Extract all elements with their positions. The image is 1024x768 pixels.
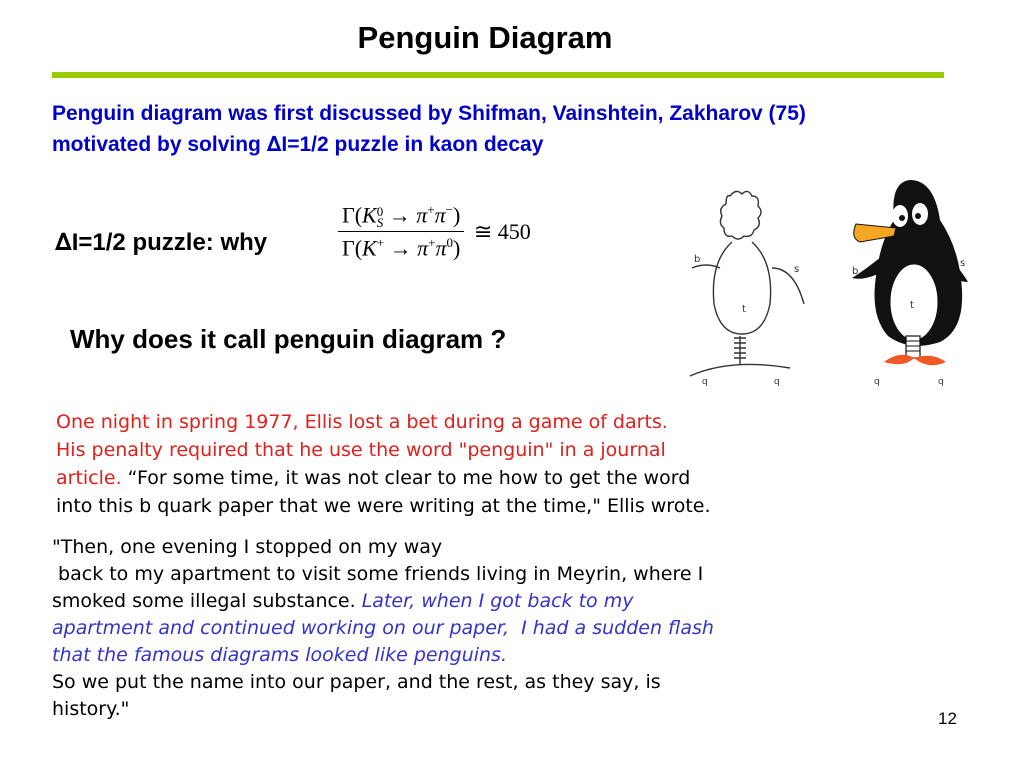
subscript: S [376, 215, 384, 231]
delta-symbol: ∆ [55, 228, 72, 256]
quote2-line-3 [52, 588, 872, 615]
quote1-line-3 [56, 464, 876, 492]
quote2-line-2: back to my apartment to visit some friends living in Meyrin, where I [52, 563, 704, 585]
quote1-line-4: into this b quark paper that we were writing at the time," Ellis wrote. [56, 495, 711, 517]
puzzle-label [55, 228, 267, 257]
ellis-quote-part-2 [52, 534, 872, 723]
pion-symbol: π [416, 202, 428, 228]
pion-symbol: π [417, 235, 429, 261]
quote1-line-3-red: article. [56, 467, 122, 489]
quote1-line-3-black: “For some time, it was not clear to me how to get the word [121, 467, 691, 489]
superscript: 0 [376, 204, 384, 220]
intro-line-2 [52, 129, 992, 160]
feynman-penguin-sketch [690, 191, 804, 376]
quote2-line-4: apartment and continued working on our paper, I had a sudden flash [52, 617, 714, 639]
quote2-line-3-black: smoked some illegal substance. [52, 590, 362, 612]
superscript: − [445, 202, 453, 217]
quote1-line-2: His penalty required that he use the word "penguin" in a journal [56, 439, 666, 461]
kaon-symbol: K [362, 235, 377, 261]
kaon-symbol: K [362, 202, 377, 228]
sketch-label-q-right: q [774, 377, 780, 386]
penguin-label-t: t [910, 300, 914, 311]
intro-line-2-post: I=1/2 puzzle in kaon decay [281, 133, 544, 156]
cartoon-penguin [852, 180, 968, 365]
sketch-label-s: s [794, 264, 800, 275]
close-paren: ) [452, 202, 461, 228]
quote2-line-7: history." [52, 698, 130, 720]
gamma-symbol: Γ( [342, 202, 363, 228]
fraction-denominator [338, 235, 464, 261]
approx-value: ≅ 450 [473, 218, 531, 244]
superscript: + [428, 235, 436, 251]
title-divider [52, 72, 944, 78]
quote2-line-6: So we put the name into our paper, and the rest, as they say, is [52, 671, 661, 693]
delta-symbol: ∆ [266, 132, 282, 156]
quote2-line-3-blue: Later, when I got back to my [361, 590, 634, 612]
sketch-label-t: t [742, 304, 746, 315]
superscript: + [376, 235, 385, 251]
fraction-bar [338, 231, 464, 232]
fraction-numerator [338, 202, 464, 231]
penguin-label-q-left: q [874, 377, 880, 386]
why-question: Why does it call penguin diagram ? [70, 324, 507, 354]
close-paren: ) [452, 235, 461, 261]
pion-symbol: π [434, 202, 446, 228]
puzzle-text: I=1/2 puzzle: why [71, 229, 268, 256]
quote2-line-1: "Then, one evening I stopped on my way [52, 536, 443, 558]
decay-ratio-formula [338, 202, 531, 262]
intro-line-2-pre: motivated by solving [52, 133, 267, 156]
page-number: 12 [938, 709, 957, 728]
penguin-label-s: s [960, 258, 966, 269]
superscript: 0 [446, 235, 453, 251]
ellis-quote-part-1 [56, 408, 876, 520]
intro-text [52, 98, 992, 160]
pion-symbol: π [435, 235, 447, 261]
fraction [338, 202, 464, 262]
penguin-drawings [688, 176, 968, 386]
sketch-label-b: b [694, 254, 701, 265]
quote2-line-5: that the famous diagrams looked like penguins. [52, 644, 507, 666]
penguin-label-q-right: q [938, 377, 944, 386]
superscript: + [427, 202, 435, 217]
arrow-symbol: → [384, 235, 418, 261]
intro-line-1: Penguin diagram was first discussed by Shifman, Vainshtein, Zakharov (75) [52, 102, 806, 125]
slide-title: Penguin Diagram [357, 20, 613, 55]
sketch-label-q-left: q [702, 377, 708, 386]
arrow-symbol: → [383, 202, 417, 228]
quote1-line-1: One night in spring 1977, Ellis lost a bet during a game of darts. [56, 411, 668, 433]
gamma-symbol: Γ( [342, 235, 363, 261]
penguin-label-b: b [852, 266, 859, 277]
